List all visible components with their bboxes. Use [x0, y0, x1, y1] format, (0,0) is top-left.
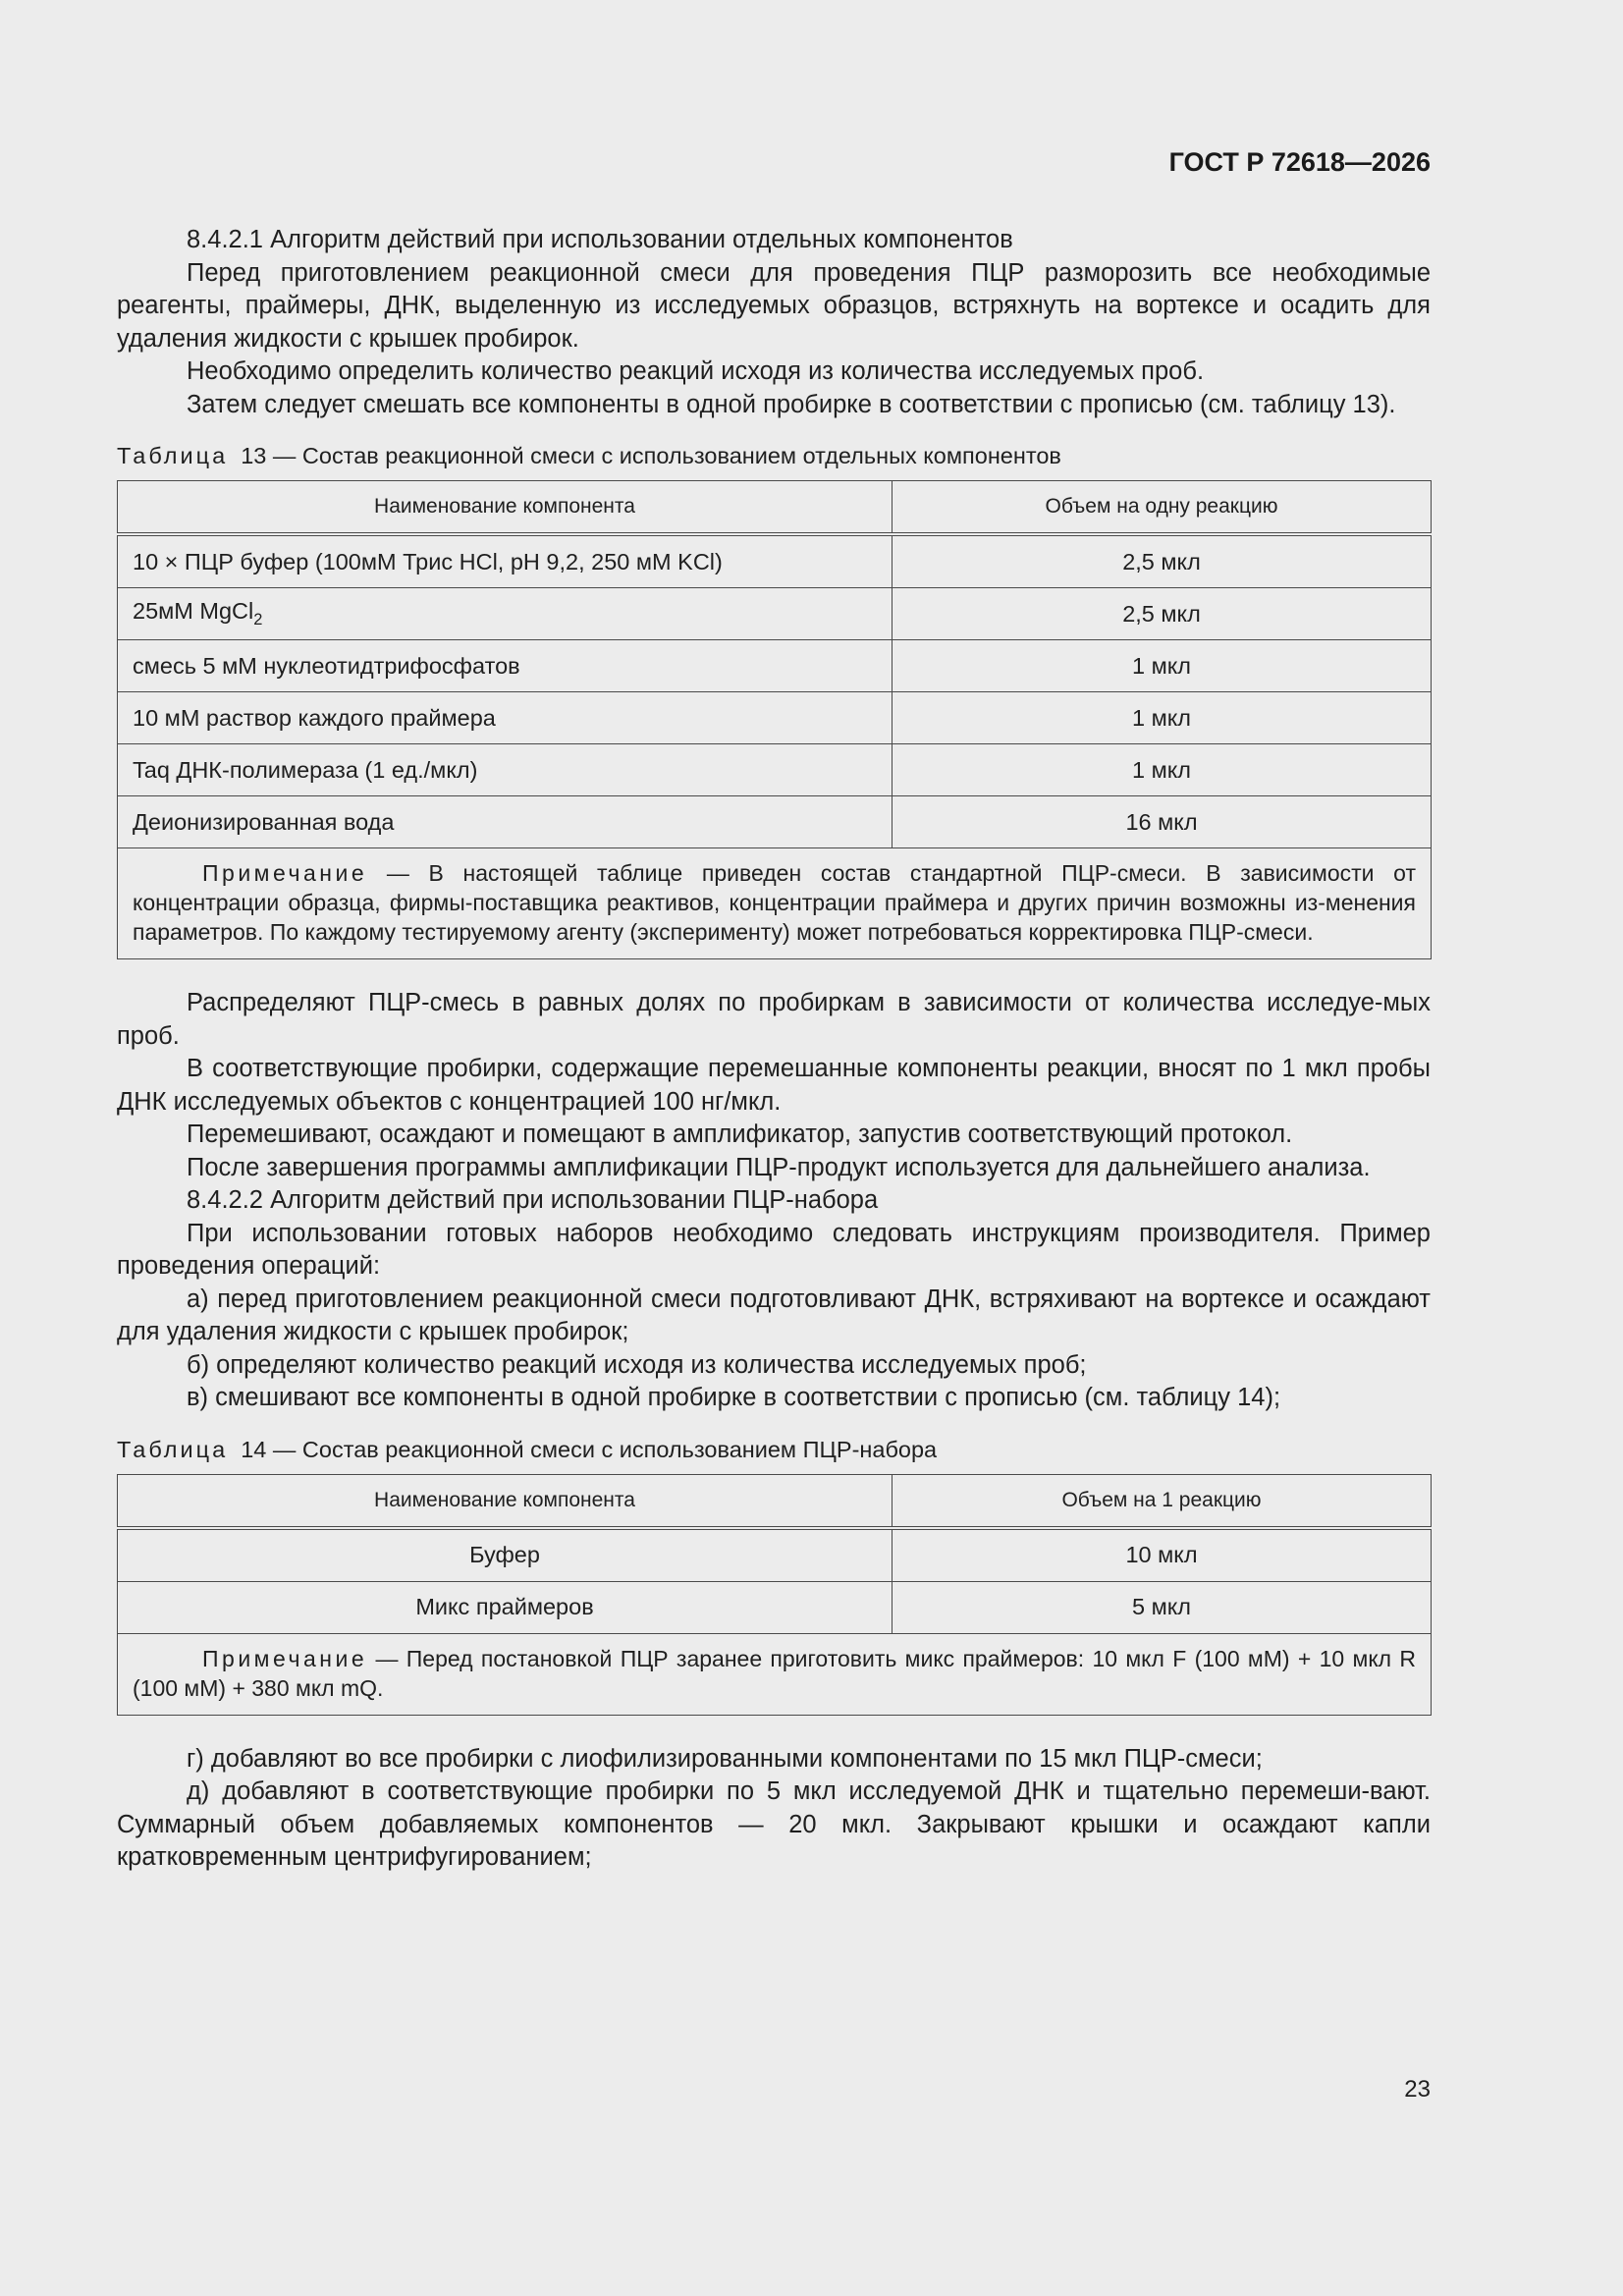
component-name: 25мМ MgCl [133, 598, 254, 624]
paragraph: После завершения программы амплификации ПЦР-продукт используется для дальнейшего анализа. [187, 1153, 1371, 1181]
paragraph: Перемешивают, осаждают и помещают в амплификатор, запустив соответствующий протокол. [187, 1121, 1293, 1148]
table-note-row [118, 1633, 1432, 1715]
component-cell: Микс праймеров [118, 1581, 893, 1633]
table-header-row [118, 1474, 1432, 1528]
column-header-volume: Объем на 1 реакцию [893, 1474, 1432, 1528]
volume-cell: 1 мкл [893, 744, 1432, 796]
page-number: 23 [1404, 2076, 1431, 2103]
subscript: 2 [253, 611, 263, 629]
caption-word: Таблица [117, 443, 229, 468]
note-text: — Перед постановкой ПЦР заранее приготовить микс праймеров: 10 мкл F (100 мМ) + 10 мкл R (100 мМ) + 380 мкл mQ. [133, 1645, 1416, 1701]
component-cell: смесь 5 мМ нуклеотидтрифосфатов [118, 640, 893, 692]
table-note [118, 848, 1432, 959]
caption-word: Таблица [117, 1436, 229, 1462]
paragraph: При использовании готовых наборов необходимо следовать инструкциям производителя. Пример проведения операций: [117, 1219, 1431, 1280]
section-heading-8-4-2-2: 8.4.2.2 Алгоритм действий при использовании ПЦР-набора [187, 1186, 879, 1214]
volume-cell: 1 мкл [893, 640, 1432, 692]
table-14-caption [117, 1435, 1431, 1464]
component-cell: Буфер [118, 1528, 893, 1582]
list-item: д) добавляют в соответствующие пробирки по 5 мкл исследуемой ДНК и тщательно перемеши-вают. Суммарный объем добавляемых компонентов — 20 мкл. Закрывают крышки и осаждают капли кратковременным центрифугированием; [117, 1777, 1431, 1871]
volume-cell: 2,5 мкл [893, 534, 1432, 588]
note-text: — В настоящей таблице приведен состав стандартной ПЦР-смеси. В зависимости от концентрации образца, фирмы-поставщика реактивов, концентрации праймера и других причин возможны из-менения параметров. По каждому тестируемому агенту (эксперименту) может потребоваться корректировка ПЦР-смеси. [133, 860, 1416, 945]
page-content [117, 224, 1431, 1875]
list-item: б) определяют количество реакций исходя из количества исследуемых проб; [187, 1350, 1087, 1379]
table-row [118, 796, 1432, 848]
table-row [118, 1581, 1432, 1633]
volume-cell: 16 мкл [893, 796, 1432, 848]
table-row [118, 692, 1432, 744]
component-cell [118, 588, 893, 640]
column-header-component: Наименование компонента [118, 481, 893, 535]
caption-text: 14 — Состав реакционной смеси с использованием ПЦР-набора [241, 1436, 938, 1462]
note-label: Примечание [202, 1645, 368, 1671]
table-header-row [118, 481, 1432, 535]
table-row [118, 588, 1432, 640]
component-cell: Taq ДНК-полимераза (1 ед./мкл) [118, 744, 893, 796]
paragraph: Необходимо определить количество реакций исходя из количества исследуемых проб. [187, 357, 1205, 385]
caption-text: 13 — Состав реакционной смеси с использованием отдельных компонентов [241, 443, 1061, 468]
list-item: в) смешивают все компоненты в одной пробирке в соответствии с прописью (см. таблицу 14); [187, 1384, 1281, 1411]
table-row [118, 534, 1432, 588]
table-row [118, 1528, 1432, 1582]
column-header-volume: Объем на одну реакцию [893, 481, 1432, 535]
volume-cell: 5 мкл [893, 1581, 1432, 1633]
paragraph: Перед приготовлением реакционной смеси для проведения ПЦР разморозить все необходимые реагенты, праймеры, ДНК, выделенную из исследуемых образцов, встряхнуть на вортексе и осадить для удаления жидкости с крышек пробирок. [117, 258, 1431, 353]
document-code: ГОСТ Р 72618—2026 [1168, 147, 1431, 177]
volume-cell: 1 мкл [893, 692, 1432, 744]
table-13 [117, 480, 1432, 959]
table-13-caption [117, 441, 1431, 470]
component-cell: 10 мМ раствор каждого праймера [118, 692, 893, 744]
component-cell: Деионизированная вода [118, 796, 893, 848]
column-header-component: Наименование компонента [118, 1474, 893, 1528]
component-cell: 10 × ПЦР буфер (100мМ Трис HCl, pH 9,2, 250 мМ KCl) [118, 534, 893, 588]
table-row [118, 744, 1432, 796]
table-note [118, 1633, 1432, 1715]
list-item: а) перед приготовлением реакционной смеси подготовливают ДНК, встряхивают на вортексе и осаждают для удаления жидкости с крышек пробирок; [117, 1285, 1431, 1345]
section-heading-8-4-2-1: 8.4.2.1 Алгоритм действий при использовании отдельных компонентов [187, 226, 1013, 253]
paragraph: Распределяют ПЦР-смесь в равных долях по пробиркам в зависимости от количества исследуе-мых проб. [117, 989, 1431, 1050]
volume-cell: 2,5 мкл [893, 588, 1432, 640]
list-item: г) добавляют во все пробирки с лиофилизированными компонентами по 15 мкл ПЦР-смеси; [187, 1744, 1263, 1773]
note-label: Примечание [202, 860, 368, 886]
table-row [118, 640, 1432, 692]
volume-cell: 10 мкл [893, 1528, 1432, 1582]
table-14 [117, 1474, 1432, 1716]
paragraph: В соответствующие пробирки, содержащие перемешанные компоненты реакции, вносят по 1 мкл пробы ДНК исследуемых объектов с концентрацией 100 нг/мкл. [117, 1055, 1431, 1116]
table-note-row [118, 848, 1432, 959]
paragraph: Затем следует смешать все компоненты в одной пробирке в соответствии с прописью (см. таблицу 13). [187, 390, 1396, 418]
